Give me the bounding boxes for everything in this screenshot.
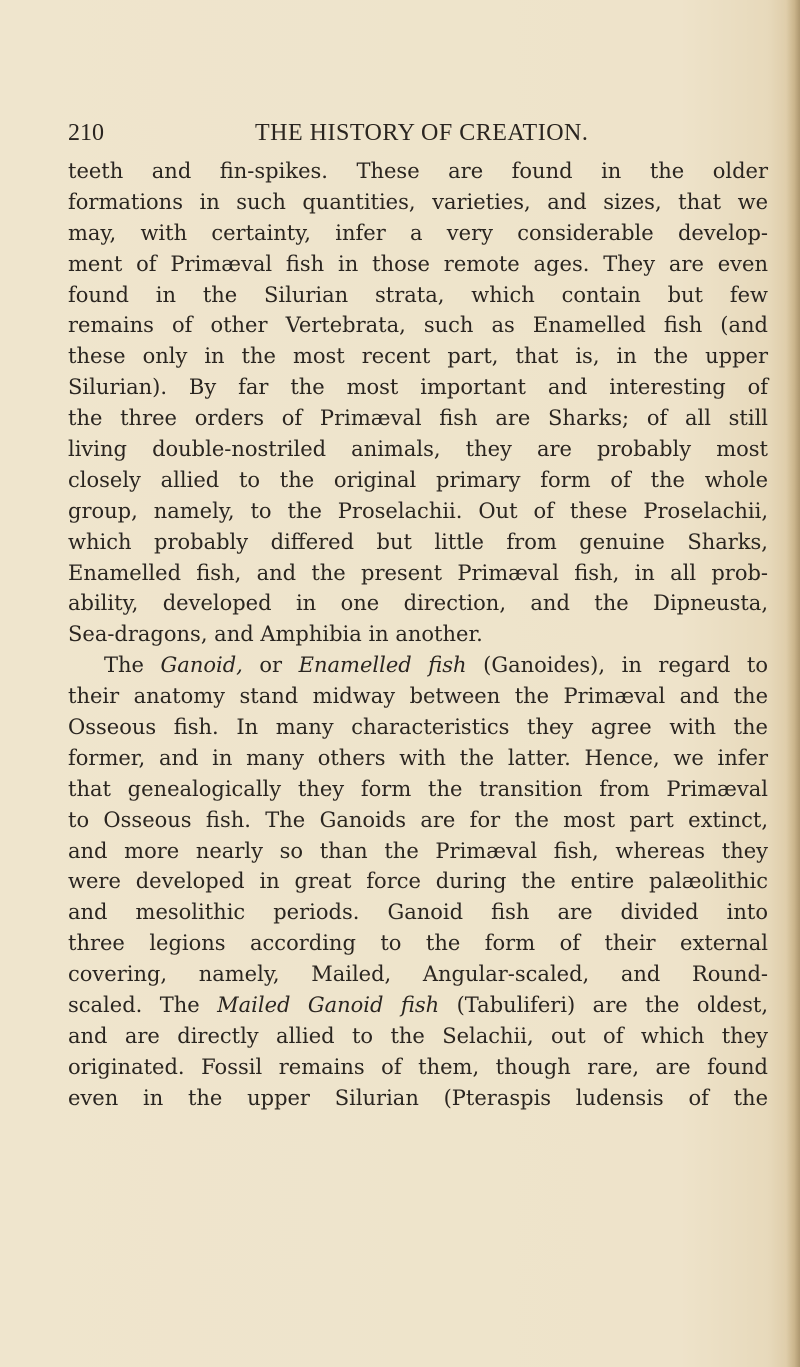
text-line: former, and in many others with the latter. Hence, we infer <box>68 745 768 770</box>
text-line: may, with certainty, infer a very considerable develop- <box>68 220 768 245</box>
text-line: living double-nostriled animals, they are probably most <box>68 437 768 462</box>
text-line: these only in the most recent part, that is, in the upper <box>68 344 768 369</box>
running-title: THE HISTORY OF CREATION. <box>255 120 589 146</box>
text-line-paragraph-end: Sea-dragons, and Amphibia in another. <box>68 622 483 647</box>
text-line: even in the upper Silurian (Pteraspis ludensis of the <box>68 1085 768 1110</box>
text-line: were developed in great force during the entire palæolithic <box>68 869 768 894</box>
italic-term: Enamelled fish <box>298 653 467 678</box>
text-line: which probably differed but little from genuine Sharks, <box>68 529 768 554</box>
italic-term: Ganoid, <box>160 653 243 678</box>
text-line: originated. Fossil remains of them, though rare, are found <box>68 1054 768 1079</box>
text-line: and are directly allied to the Selachii, out of which they <box>68 1023 768 1048</box>
text-line: Enamelled fish, and the present Primæval fish, in all prob- <box>68 560 768 585</box>
text-line: found in the Silurian strata, which contain but few <box>68 282 768 307</box>
text-run: (Ganoides), in regard to <box>466 653 768 678</box>
text-line: and mesolithic periods. Ganoid fish are divided into <box>68 900 768 925</box>
paragraph-start-line <box>68 650 768 681</box>
text-line: closely allied to the original primary form of the whole <box>68 467 768 492</box>
text-run: The <box>104 653 161 678</box>
text-line: to Osseous fish. The Ganoids are for the most part extinct, <box>68 807 768 832</box>
text-run: scaled. The <box>68 993 218 1018</box>
text-line: Silurian). By far the most important and interesting of <box>68 375 768 400</box>
text-line: ment of Primæval fish in those remote ages. They are even <box>68 251 768 276</box>
text-run: (Tabuliferi) are the oldest, <box>439 993 768 1018</box>
text-line: the three orders of Primæval fish are Sharks; of all still <box>68 406 768 431</box>
body-text <box>68 156 768 1114</box>
text-line: remains of other Vertebrata, such as Enamelled fish (and <box>68 313 768 338</box>
text-line: covering, namely, Mailed, Angular-scaled, and Round- <box>68 962 768 987</box>
text-line: teeth and fin-spikes. These are found in the older <box>68 159 768 183</box>
text-line: formations in such quantities, varieties, and sizes, that we <box>68 189 768 214</box>
text-line: Osseous fish. In many characteristics they agree with the <box>68 715 768 740</box>
text-line-with-italic <box>68 990 768 1021</box>
text-line: and more nearly so than the Primæval fish, whereas they <box>68 838 768 863</box>
text-line: their anatomy stand midway between the Primæval and the <box>68 684 768 709</box>
page-edge-shadow <box>786 0 800 1367</box>
italic-term: Mailed Ganoid fish <box>217 993 440 1018</box>
text-line: ability, developed in one direction, and the Dipneusta, <box>68 591 768 616</box>
text-line: group, namely, to the Proselachii. Out of these Proselachii, <box>68 498 768 523</box>
text-line: three legions according to the form of their external <box>68 931 768 956</box>
page-number: 210 <box>68 120 104 146</box>
text-line: that genealogically they form the transition from Primæval <box>68 776 768 801</box>
text-run: or <box>242 653 299 678</box>
